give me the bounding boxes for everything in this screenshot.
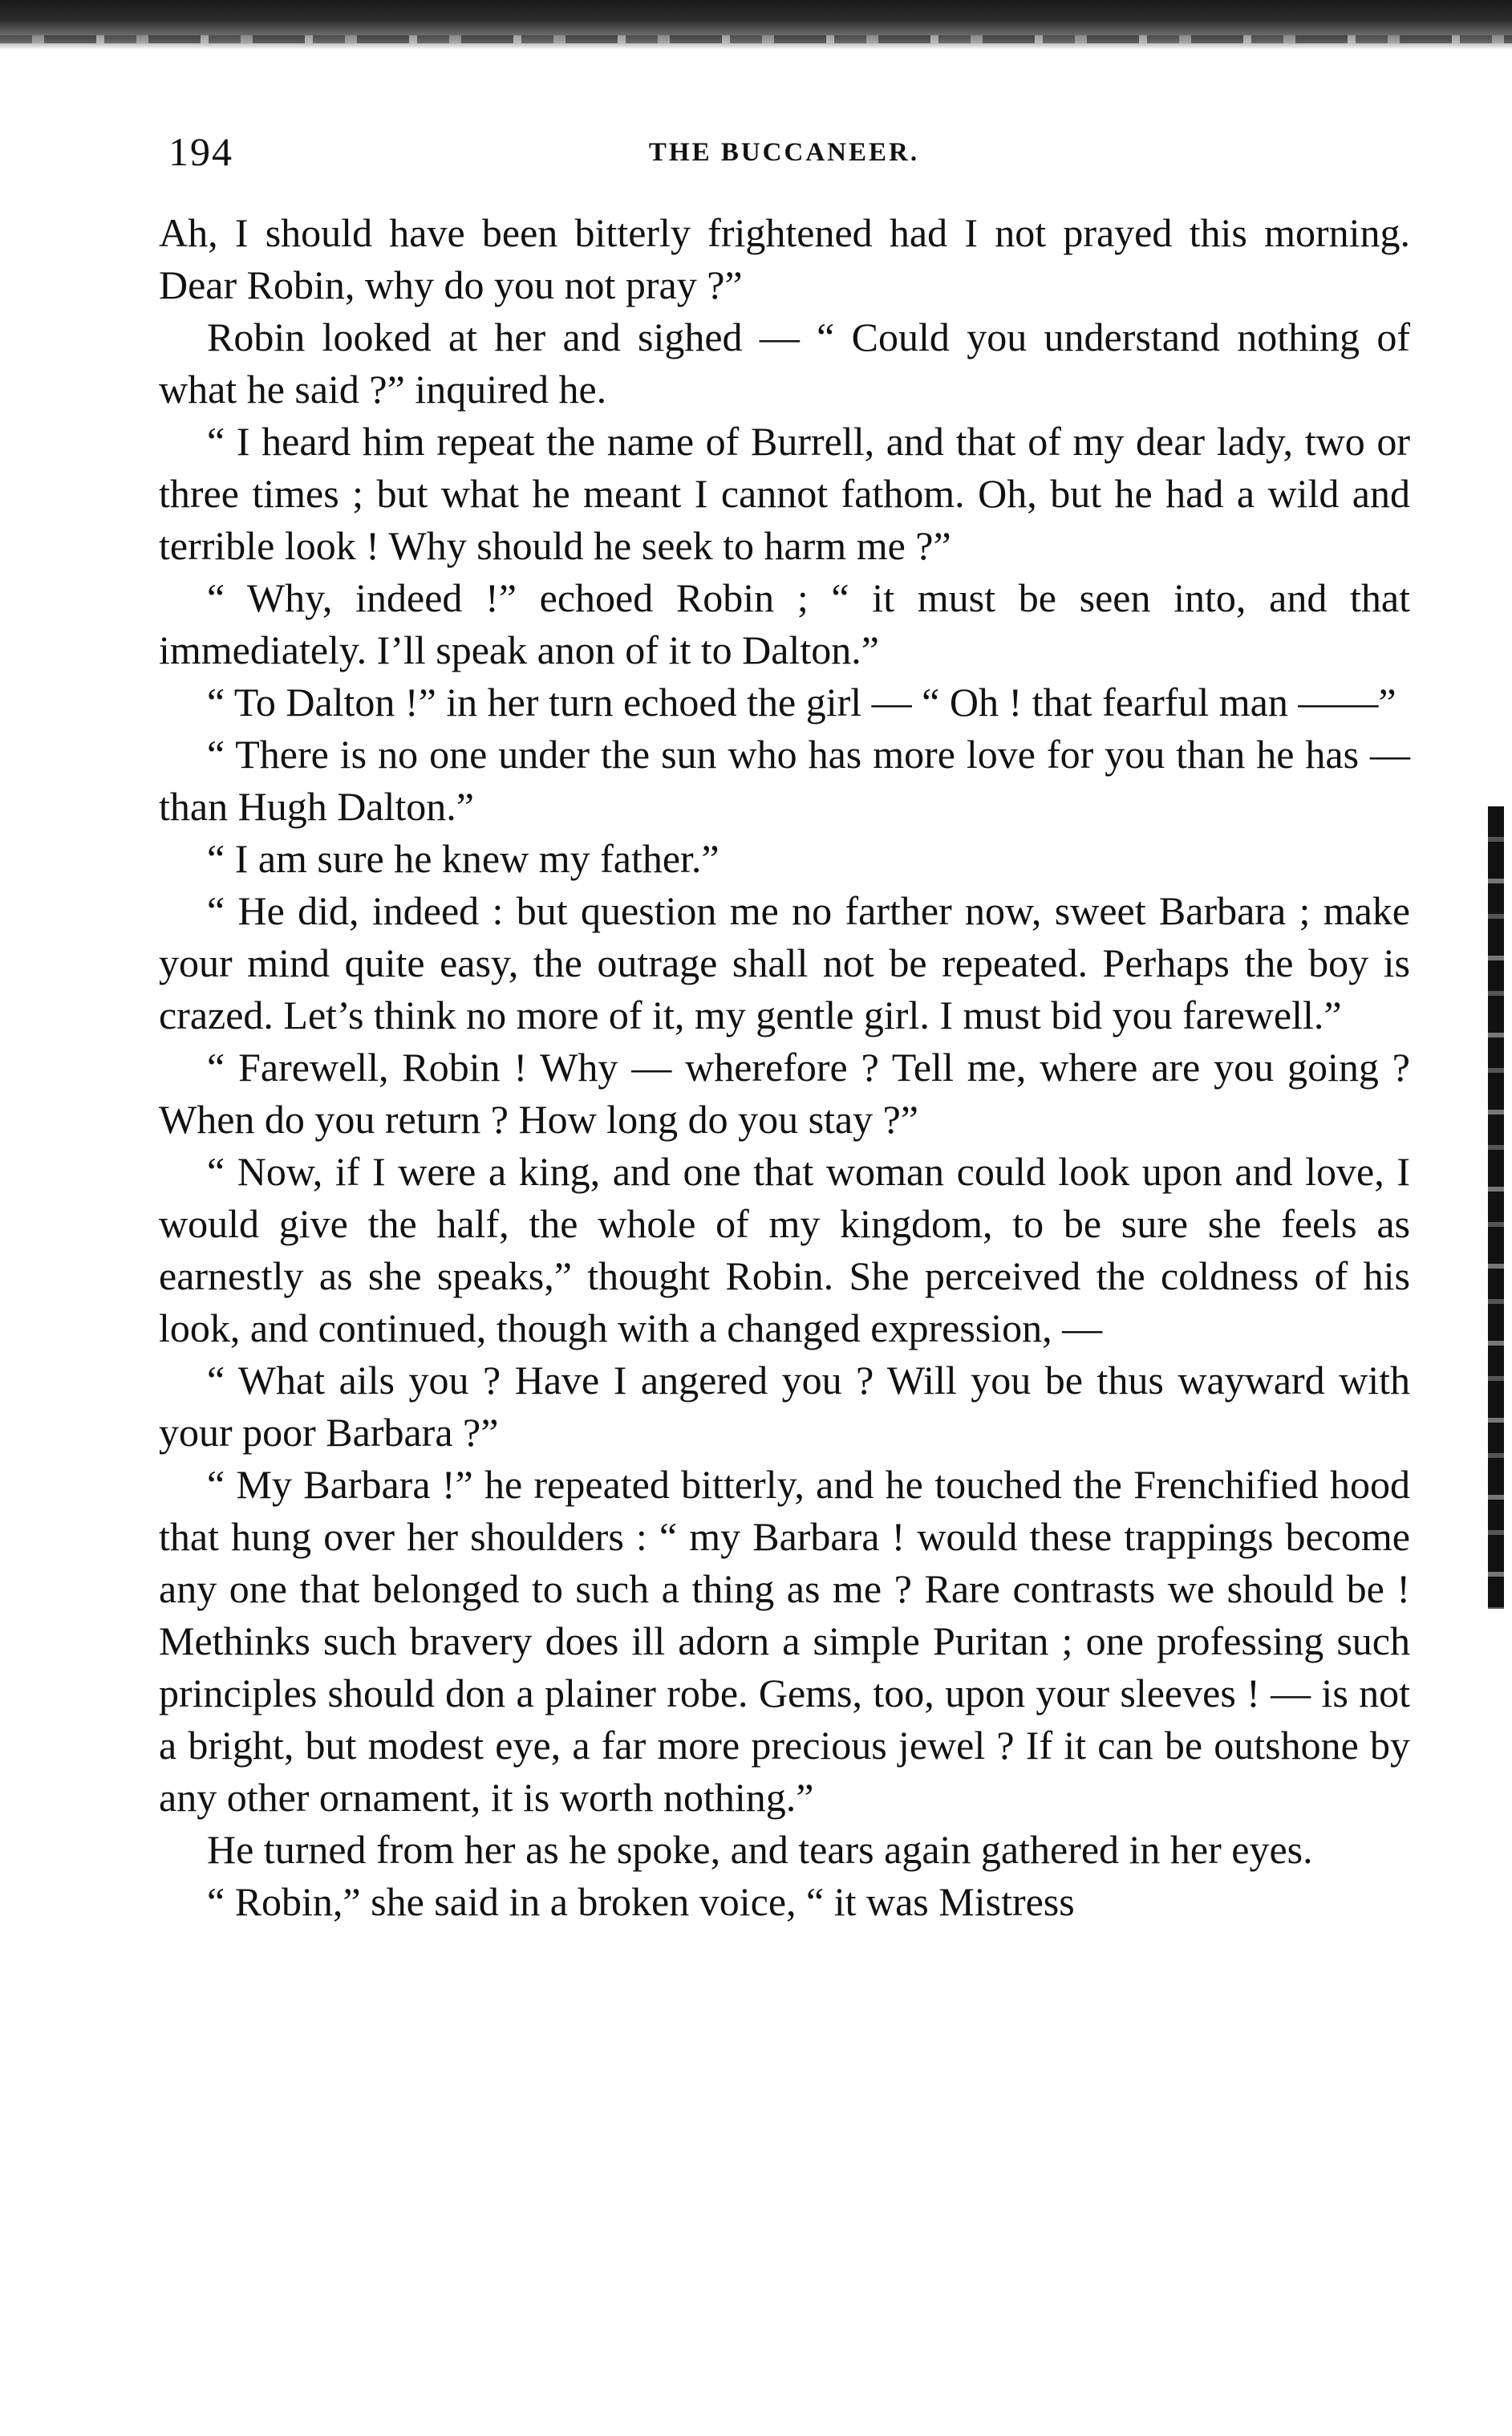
paragraph: “ What ails you ? Have I angered you ? Will you be thus wayward with your poor Barbara ?” [159,1358,1410,1455]
paragraph: He turned from her as he spoke, and tears again gathered in her eyes. [207,1827,1313,1872]
paragraph: “ I am sure he knew my father.” [207,836,720,881]
paragraph: “ Now, if I were a king, and one that woman could look upon and love, I would give the half, the whole of my kingdom, to be sure she feels as earnestly as she speaks,” thought Robin. She perceived the coldness of his look, and continued, though with a changed expression, — [159,1149,1410,1350]
paragraph: “ There is no one under the sun who has more love for you than he has — than Hugh Dalton.” [159,732,1410,829]
paragraph: “ Why, indeed !” echoed Robin ; “ it must be seen into, and that immediately. I’ll speak anon of it to Dalton.” [159,575,1410,672]
page-header [160,128,1408,185]
paragraph: Robin looked at her and sighed — “ Could you understand nothing of what he said ?” inquired he. [159,315,1410,412]
running-title: THE BUCCANEER. [648,138,920,167]
scan-top-border [0,0,1512,50]
paragraph: “ I heard him repeat the name of Burrell, and that of my dear lady, two or three times ; but what he meant I cannot fathom. Oh, but he had a wild and terrible look ! Why should he seek to harm me ?” [159,419,1410,568]
page-number: 194 [168,129,233,174]
body-text [159,207,1410,1928]
paragraph: “ My Barbara !” he repeated bitterly, and he touched the Frenchified hood that hung over her shoulders : “ my Barbara ! would these trappings become any one that belonged to such a thing as me ? Rare contrasts we should be ! Methinks such bravery does ill adorn a simple Puritan ; one professing such principles should don a plainer robe. Gems, too, upon your sleeves ! — is not a bright, but modest eye, a far more precious jewel ? If it can be outshone by any other ornament, it is worth nothing.” [159,1462,1410,1820]
paragraph: “ To Dalton !” in her turn echoed the girl — “ Oh ! that fearful man ——” [207,680,1396,725]
paragraph: “ Farewell, Robin ! Why — wherefore ? Tell me, where are you going ? When do you return ? How long do you stay ?” [159,1045,1410,1142]
scan-edge-mark [1488,806,1504,1609]
paragraph: “ Robin,” she said in a broken voice, “ it was Mistress [207,1879,1075,1924]
paragraph: “ He did, indeed : but question me no farther now, sweet Barbara ; make your mind quite easy, the outrage shall not be repeated. Perhaps the boy is crazed. Let’s think no more of it, my gentle girl. I must bid you farewell.” [159,888,1410,1037]
paragraph: Ah, I should have been bitterly frightened had I not prayed this morning. Dear Robin, why do you not pray ?” [159,210,1410,307]
